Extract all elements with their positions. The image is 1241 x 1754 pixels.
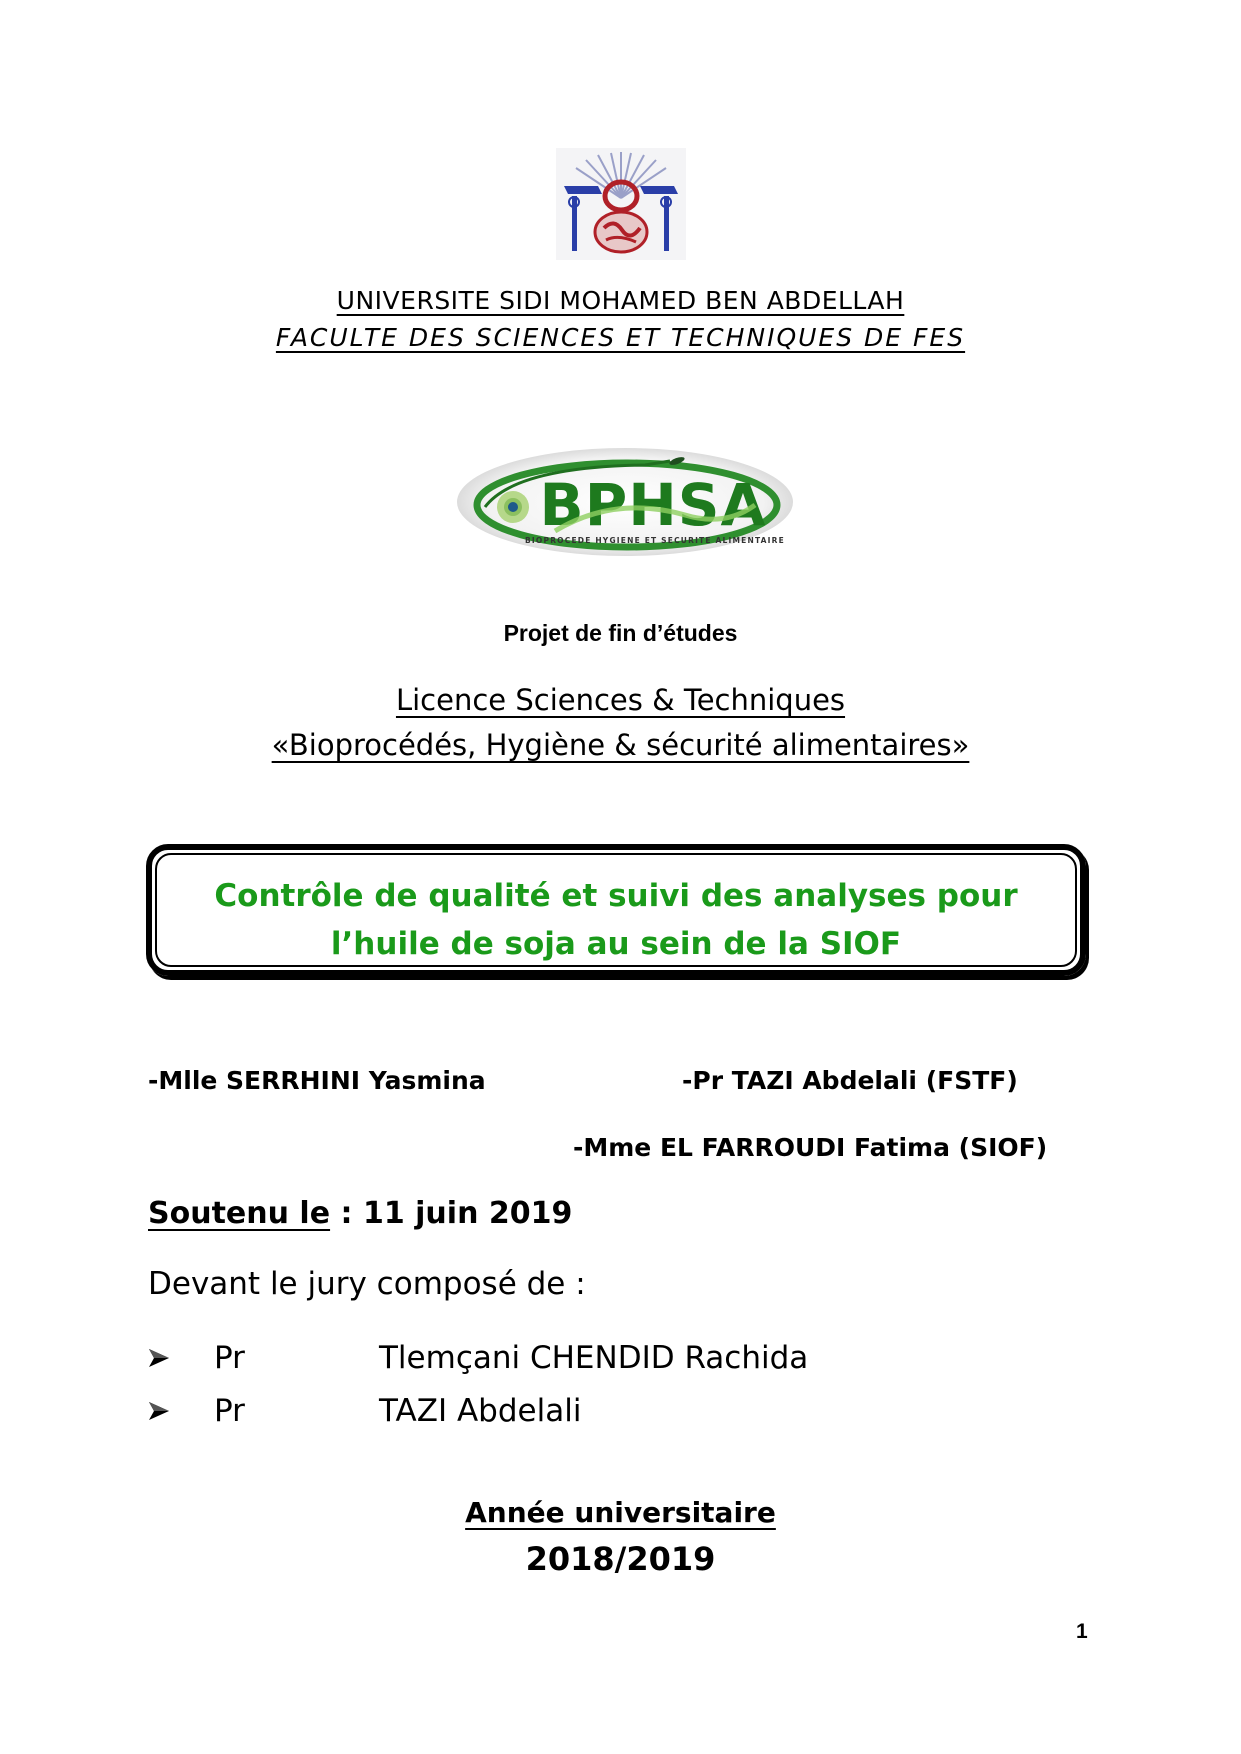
faculty-name-text: FACULTE DES SCIENCES ET TECHNIQUES DE FES: [275, 323, 966, 352]
jury-member-name: TAZI Abdelali: [379, 1393, 582, 1429]
thesis-title-line-1: Contrôle de qualité et suivi des analyses pour: [214, 878, 1018, 914]
degree-name: Licence Sciences & Techniques: [395, 683, 846, 717]
university-crest-logo: [556, 148, 686, 260]
thesis-title-line-2: l’huile de soja au sein de la SIOF: [330, 926, 902, 962]
degree-line-1: [0, 683, 1241, 717]
bphsa-acronym: BPHSA: [539, 471, 767, 539]
defense-label: Soutenu le: [148, 1196, 331, 1231]
defense-separator: :: [330, 1196, 363, 1231]
academic-year-value: 2018/2019: [525, 1540, 716, 1578]
jury-member: [148, 1393, 581, 1429]
defense-date-line: [148, 1196, 572, 1231]
bphsa-tagline: BIOPROCEDE HYGIENE ET SECURITE ALIMENTAIRE: [525, 536, 785, 545]
degree-specialty: «Bioprocédés, Hygiène & sécurité alimentaires»: [271, 728, 970, 762]
jury-member-title: Pr: [214, 1340, 245, 1376]
arrow-bullet-icon: [148, 1348, 214, 1368]
bphsa-logo: [455, 445, 795, 560]
jury-member-title: Pr: [214, 1393, 245, 1429]
supervisor-company: -Mme EL FARROUDI Fatima (SIOF): [573, 1133, 1048, 1162]
supervisor-academic: -Pr TAZI Abdelali (FSTF): [682, 1066, 1018, 1095]
student-name: -Mlle SERRHINI Yasmina: [148, 1066, 486, 1095]
page-number: 1: [1076, 1620, 1088, 1643]
thesis-title-box: [146, 844, 1086, 976]
jury-intro: Devant le jury composé de :: [148, 1266, 586, 1302]
jury-member: [148, 1340, 808, 1376]
arrow-bullet-icon: [148, 1401, 214, 1421]
thesis-title: [152, 872, 1080, 968]
degree-line-2: [0, 728, 1241, 762]
defense-date: 11 juin 2019: [362, 1196, 573, 1231]
faculty-name: [0, 323, 1241, 352]
university-name-text: UNIVERSITE SIDI MOHAMED BEN ABDELLAH: [336, 286, 905, 315]
academic-year-label-text: Année universitaire: [465, 1496, 776, 1529]
project-type: Projet de fin d’études: [503, 620, 738, 646]
academic-year-label: [0, 1496, 1241, 1529]
jury-member-name: Tlemçani CHENDID Rachida: [379, 1340, 809, 1376]
university-name: [0, 286, 1241, 315]
